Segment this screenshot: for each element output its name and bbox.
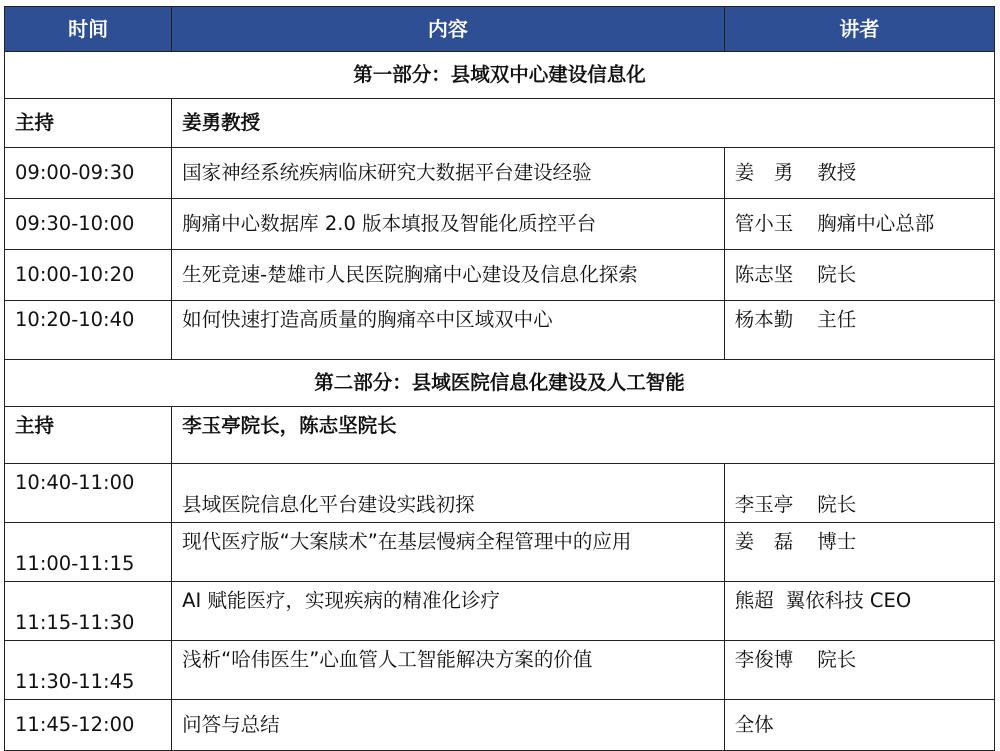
item-topic: 问答与总结 [172, 700, 725, 751]
speaker-name: 全体 [734, 712, 774, 736]
section-title-row [5, 52, 995, 99]
item-speaker [724, 582, 994, 641]
table-header [5, 7, 995, 52]
item-time: 11:45-12:00 [5, 700, 172, 751]
table-row [5, 641, 995, 700]
speaker-name: 管小玉 [734, 211, 794, 235]
agenda-table [4, 6, 995, 751]
item-time: 10:40-11:00 [5, 464, 172, 523]
header-time: 时间 [5, 7, 172, 52]
section-title: 第二部分：县域医院信息化建设及人工智能 [5, 360, 995, 407]
host-names: 李玉亭院长，陈志坚院长 [172, 407, 995, 464]
speaker-title: 院长 [817, 262, 857, 286]
speaker-name: 李玉亭 [734, 492, 794, 516]
item-topic: 现代医疗版“大案牍术”在基层慢病全程管理中的应用 [172, 523, 725, 582]
item-time: 11:00-11:15 [5, 523, 172, 582]
header-speaker: 讲者 [724, 7, 994, 52]
speaker-title: 胸痛中心总部 [817, 211, 935, 235]
speaker-title: 主任 [817, 308, 857, 331]
item-speaker [724, 199, 994, 250]
item-speaker [724, 641, 994, 700]
item-speaker [724, 148, 994, 199]
section-title: 第一部分：县域双中心建设信息化 [5, 52, 995, 99]
speaker-title: 翼依科技 CEO [785, 589, 912, 612]
speaker-name: 陈志坚 [734, 262, 794, 286]
header-content: 内容 [172, 7, 725, 52]
item-time: 11:15-11:30 [5, 582, 172, 641]
table-row [5, 523, 995, 582]
item-time: 09:30-10:00 [5, 199, 172, 250]
item-time: 10:00-10:20 [5, 250, 172, 301]
item-topic: 生死竞速-楚雄市人民医院胸痛中心建设及信息化探索 [172, 250, 725, 301]
table-body [5, 52, 995, 751]
speaker-name: 杨本勤 [734, 308, 794, 331]
speaker-title: 院长 [817, 492, 857, 516]
item-time: 09:00-09:30 [5, 148, 172, 199]
table-row [5, 199, 995, 250]
header-row [5, 7, 995, 52]
item-topic: 浅析“哈伟医生”心血管人工智能解决方案的价值 [172, 641, 725, 700]
item-speaker [724, 700, 994, 751]
item-speaker [724, 250, 994, 301]
speaker-name: 姜 勇 [734, 160, 794, 184]
table-row [5, 464, 995, 523]
host-label: 主持 [5, 99, 172, 148]
speaker-title: 教授 [817, 160, 857, 184]
table-row [5, 582, 995, 641]
table-row [5, 250, 995, 301]
item-topic: AI 赋能医疗，实现疾病的精准化诊疗 [172, 582, 725, 641]
item-topic: 县域医院信息化平台建设实践初探 [172, 464, 725, 523]
section-title-row [5, 360, 995, 407]
host-names: 姜勇教授 [172, 99, 995, 148]
item-topic: 国家神经系统疾病临床研究大数据平台建设经验 [172, 148, 725, 199]
table-row [5, 148, 995, 199]
item-topic: 如何快速打造高质量的胸痛卒中区域双中心 [172, 301, 725, 360]
item-time: 10:20-10:40 [5, 301, 172, 360]
item-speaker [724, 301, 994, 360]
speaker-name: 姜 磊 [734, 530, 794, 553]
speaker-title: 博士 [817, 530, 857, 553]
host-label: 主持 [5, 407, 172, 464]
table-row [5, 700, 995, 751]
item-topic: 胸痛中心数据库 2.0 版本填报及智能化质控平台 [172, 199, 725, 250]
item-speaker [724, 523, 994, 582]
item-time: 11:30-11:45 [5, 641, 172, 700]
speaker-name: 李俊博 [734, 648, 794, 671]
table-row [5, 301, 995, 360]
speaker-title: 院长 [817, 648, 857, 671]
host-row [5, 407, 995, 464]
host-row [5, 99, 995, 148]
item-speaker [724, 464, 994, 523]
speaker-name: 熊超 [734, 589, 774, 612]
